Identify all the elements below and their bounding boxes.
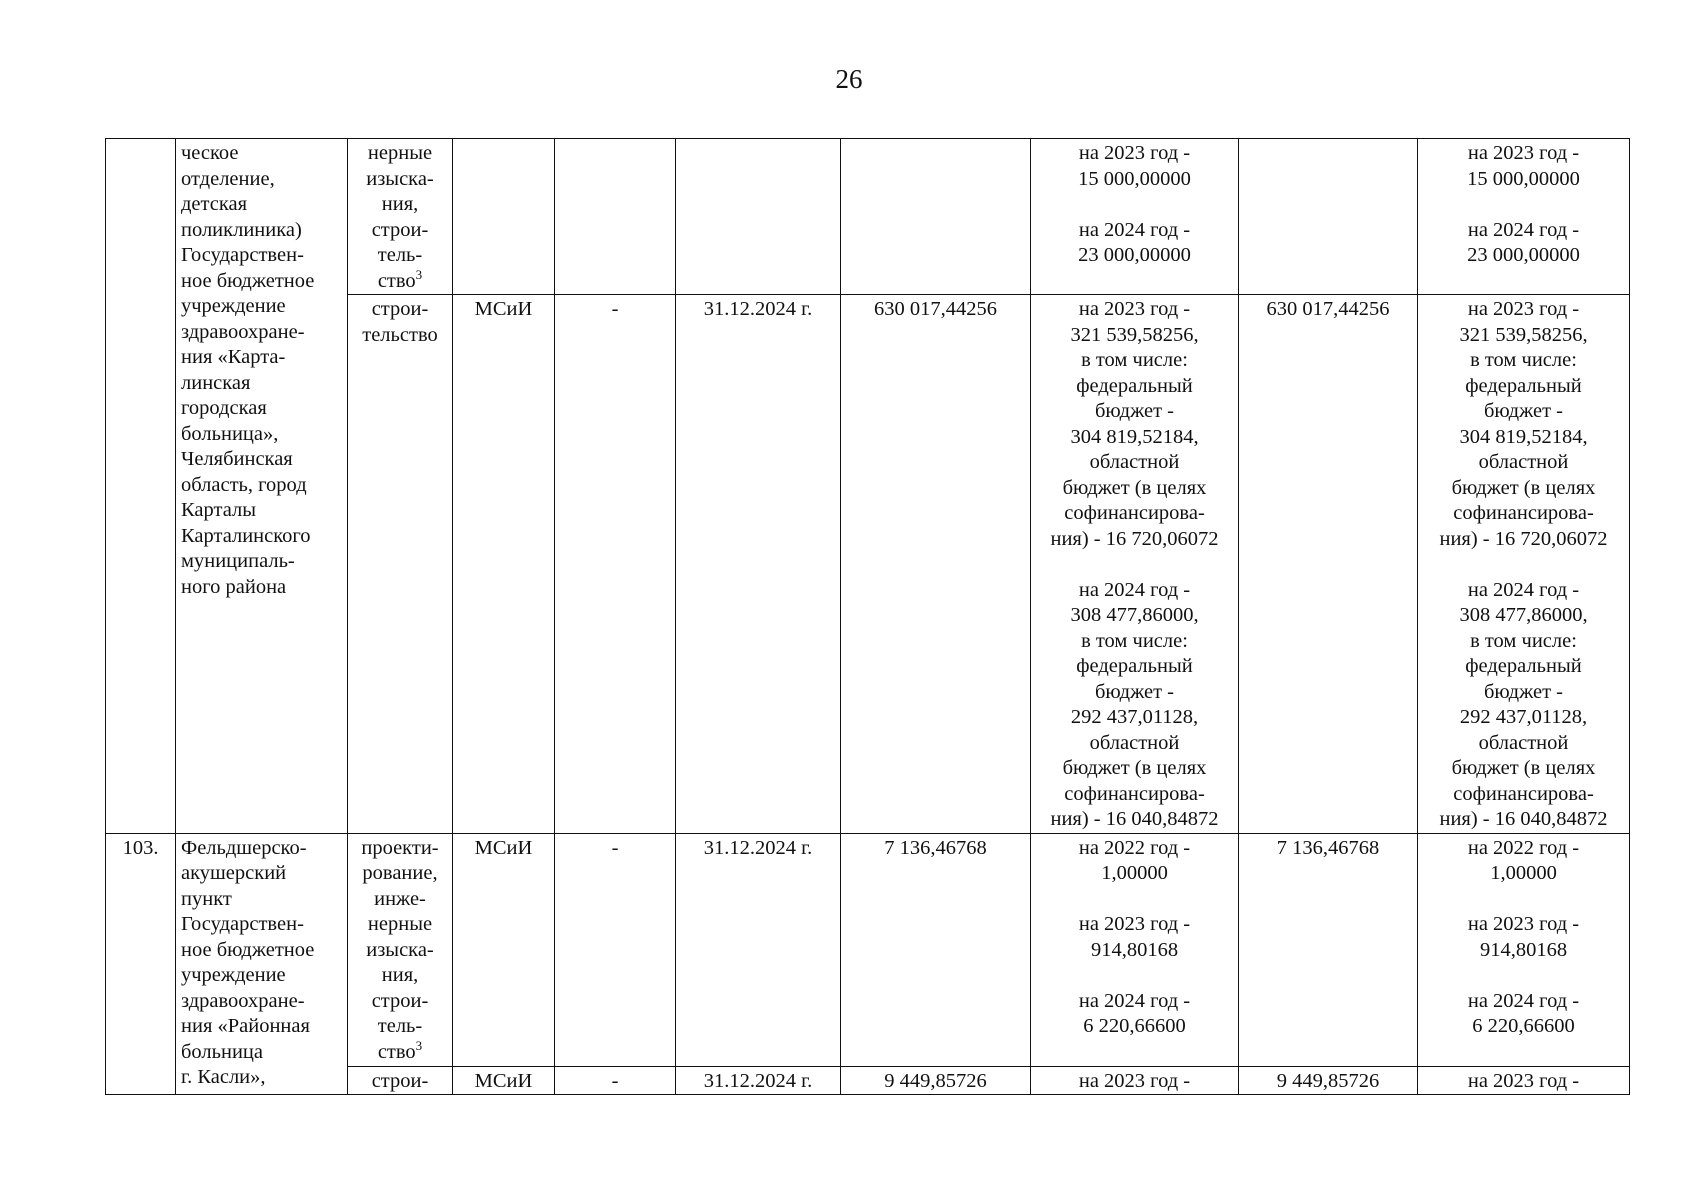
deadline xyxy=(676,139,841,295)
customer: МСиИ xyxy=(453,833,555,1066)
col4-value: - xyxy=(555,1066,676,1095)
deadline: 31.12.2024 г. xyxy=(676,295,841,834)
deadline: 31.12.2024 г. xyxy=(676,1066,841,1095)
limit-value: 630 017,44256 xyxy=(1239,295,1418,834)
work-type: строи- тельство xyxy=(348,295,453,834)
financing-by-year: на 2023 год - 321 539,58256, в том числе: федеральный бюджет - 304 819,52184, областной бюджет (в целях софинансирова- ния) - 16 720,06072 на 2024 год - 308 477,86000, в том числе: федеральный бюджет - 292 437,01128, областной бюджет (в целях софинансирова- ния) - 16 040,84872 xyxy=(1031,295,1239,834)
financing-by-year-2: на 2023 год - 321 539,58256, в том числе: федеральный бюджет - 304 819,52184, областной бюджет (в целях софинансирова- ния) - 16 720,06072 на 2024 год - 308 477,86000, в том числе: федеральный бюджет - 292 437,01128, областной бюджет (в целях софинансирова- ния) - 16 040,84872 xyxy=(1418,295,1630,834)
object-name: Фельдшерско- акушерский пункт Государствен- ное бюджетное учреждение здравоохране- ния «Районная больница г. Касли», xyxy=(176,833,348,1095)
col4-value: - xyxy=(555,833,676,1066)
customer: МСиИ xyxy=(453,1066,555,1095)
customer xyxy=(453,139,555,295)
financing-by-year-2: на 2023 год - xyxy=(1418,1066,1630,1095)
work-type-text: проекти- рование, инже- нерные изыска- ния, строи- тель- ство xyxy=(361,836,439,1063)
object-name: ческое отделение, детская поликлиника) Государствен- ное бюджетное учреждение здравоохране- ния «Карта- линская городская больница», Челябинская область, город Карталы Карталинского муниципаль- ного района xyxy=(176,139,348,834)
work-type-text: нерные изыска- ния, строи- тель- ство xyxy=(366,142,434,292)
estimated-cost: 630 017,44256 xyxy=(841,295,1031,834)
table-row xyxy=(106,833,1630,1066)
limit-value: 7 136,46768 xyxy=(1239,833,1418,1066)
table-row xyxy=(106,139,1630,295)
footnote-mark: 3 xyxy=(415,1037,423,1053)
col4-value xyxy=(555,139,676,295)
deadline: 31.12.2024 г. xyxy=(676,833,841,1066)
estimated-cost xyxy=(841,139,1031,295)
financing-by-year-2: на 2023 год - 15 000,00000 на 2024 год - 23 000,00000 xyxy=(1418,139,1630,295)
limit-value xyxy=(1239,139,1418,295)
estimated-cost: 9 449,85726 xyxy=(841,1066,1031,1095)
work-type: строи- xyxy=(348,1066,453,1095)
footnote-mark: 3 xyxy=(415,266,423,282)
financing-by-year: на 2023 год - 15 000,00000 на 2024 год - 23 000,00000 xyxy=(1031,139,1239,295)
estimated-cost: 7 136,46768 xyxy=(841,833,1031,1066)
row-number: 103. xyxy=(106,833,176,1095)
row-number xyxy=(106,139,176,834)
customer: МСиИ xyxy=(453,295,555,834)
work-type xyxy=(348,139,453,295)
col4-value: - xyxy=(555,295,676,834)
financing-by-year: на 2022 год - 1,00000 на 2023 год - 914,80168 на 2024 год - 6 220,66600 xyxy=(1031,833,1239,1066)
work-type xyxy=(348,833,453,1066)
limit-value: 9 449,85726 xyxy=(1239,1066,1418,1095)
page-number: 26 xyxy=(835,64,863,94)
objects-table xyxy=(105,138,1630,1095)
financing-by-year: на 2023 год - xyxy=(1031,1066,1239,1095)
financing-by-year-2: на 2022 год - 1,00000 на 2023 год - 914,80168 на 2024 год - 6 220,66600 xyxy=(1418,833,1630,1066)
